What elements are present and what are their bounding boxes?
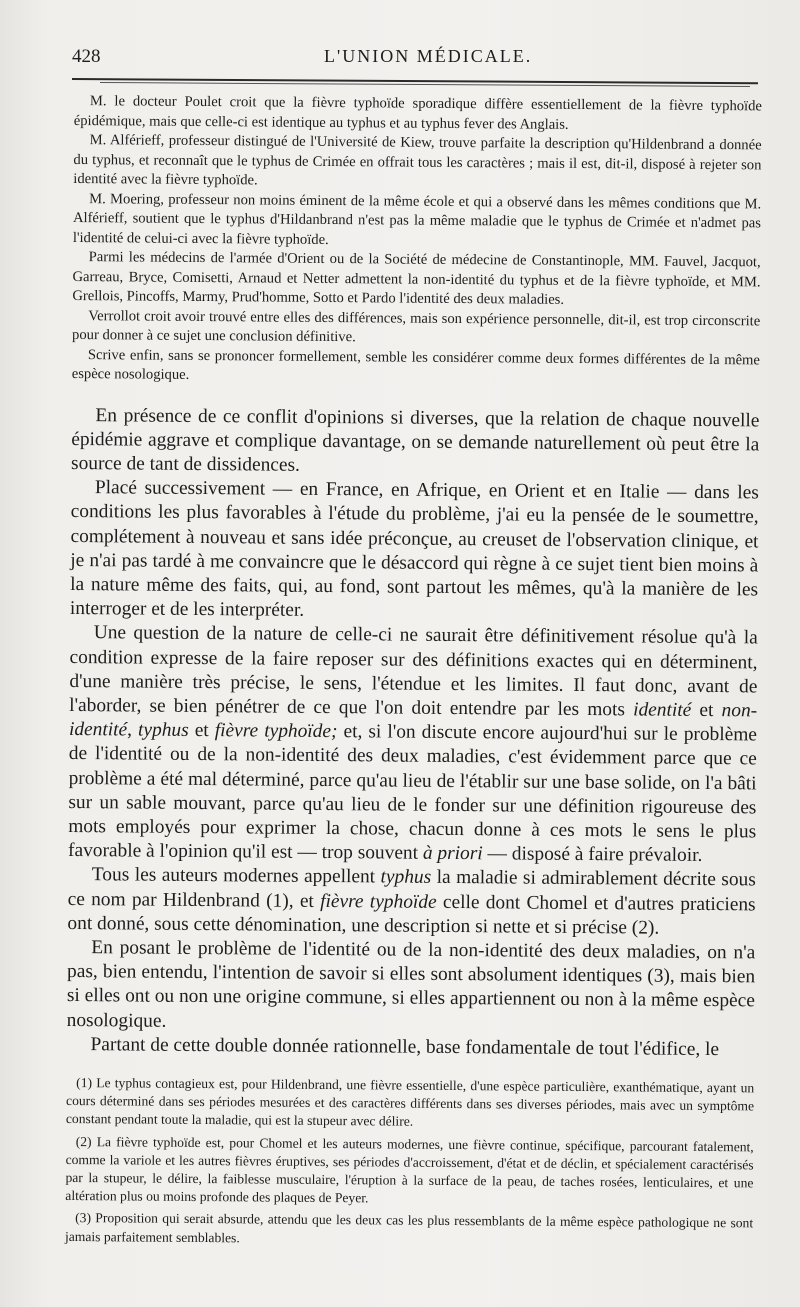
body-paragraph: En présence de ce conflit d'opinions si diverses, que la relation de chaque nouvelle épidémie aggrave et complique davantage, on se demande naturellement où peut être la source de tant de dissidences. <box>71 404 760 476</box>
page-header <box>72 46 762 72</box>
italic-term: non-identité <box>68 700 758 741</box>
text-run: — disposé à faire prévaloir. <box>482 843 703 867</box>
italic-term: fièvre typhoïde <box>320 890 437 913</box>
page-content <box>65 92 762 1255</box>
body-paragraph: Partant de cette double donnée rationnelle, base fondamentale de tout l'édifice, le <box>90 1033 720 1060</box>
italic-term: typhus <box>137 719 189 742</box>
main-text <box>66 403 759 1062</box>
footnote: (2) La fièvre typhoïde est, pour Chomel et les auteurs modernes, une fièvre continue, spécifique, parcourant fatalement, comme la variole et les autres fièvres éruptives, ses périodes d'accroissement, d'état et de déclin, et spécialement caractérisés par la stupeur, le délire, la faiblesse musculaire, l'éruption à la surface de la peau, de taches rosées, lenticulaires, et une altération plus ou moins profonde des plaques de Peyer. <box>65 1133 754 1206</box>
summary-paragraph: Scrive enfin, sans se prononcer formellement, semble les considérer comme deux formes différentes de la même espèce nosologique. <box>71 346 760 383</box>
italic-term: fièvre typhoïde; <box>214 720 338 743</box>
page-number: 428 <box>72 46 101 67</box>
text-run: et <box>691 699 722 722</box>
footnote: (1) Le typhus contagieux est, pour Hildenbrand, une fièvre essentielle, d'une espèce particulière, exanthématique, ayant un cours déterminé dans ses périodes mesurées et des caractères différents dans ses diverses périodes, mais avec un symptôme constant pendant toute la maladie, qui est la stupeur avec délire. <box>65 1075 755 1130</box>
italic-term: identité <box>633 699 692 721</box>
text-run: et <box>188 720 215 742</box>
footnotes <box>65 1074 754 1251</box>
summary-paragraph: Parmi les médecins de l'armée d'Orient ou de la Société de médecine de Constantinople, MM. Fauvel, Jacquot, Garreau, Bryce, Comisetti, Arnaud et Netter admettent la non-identité du typhus et de la fièvre typhoïde, et MM. Grellois, Pincoffs, Marmy, Prud'homme, Sotto et Pardo l'identité des deux maladies. <box>72 249 761 308</box>
text-run: , <box>127 719 139 741</box>
summary-paragraph: M. Alférieff, professeur distingué de l'Université de Kiew, trouve parfaite la description qu'Hildenbrand a donnée du typhus, et reconnaît que le typhus de Crimée en offrait tous les caractères ; mais il est, dit-il, disposé à rejeter son identité avec la fièvre typhoïde. <box>73 132 762 189</box>
text-run: Tous les auteurs modernes appellent <box>91 864 381 888</box>
text-run: et, si l'on discute encore aujourd'hui sur le problème de l'identité ou de la non-identité des deux maladies, c'est évidemment parce que ce problème a été mal déterminé, parce qu'au lieu de l'établir sur une base solide, on l'a bâti sur un sable mouvant, parce qu'au lieu de le fonder sur une définition rigoureuse des mots employés pour exprimer la chose, chacun donne à ces mots le sens le plus favorable à l'opinion qu'il est — trop souvent <box>67 721 758 864</box>
summary-paragraph: M. le docteur Poulet croit que la fièvre typhoïde sporadique diffère essentiellement de la fièvre typhoïde épidémique, mais que celle-ci est identique au typhus et au typhus fever des Anglais. <box>73 93 762 133</box>
running-title: L'UNION MÉDICALE. <box>324 46 533 66</box>
summary-paragraph: M. Moering, professeur non moins éminent de la même école et qui a observé dans les mêmes conditions que M. Alférieff, soutient que le typhus d'Hildanbrand n'est pas la même maladie que le typhus de Crimée et n'admet pas l'identité de celui-ci avec la fièvre typhoïde. <box>72 190 762 248</box>
italic-term: à priori <box>422 842 483 865</box>
text-run: la maladie si admirablement décrite sous ce nom par Hildenbrand (1), et <box>67 867 756 912</box>
body-paragraph: Placé successivement — en France, en Afrique, en Orient et en Italie — dans les conditions les plus favorables à l'étude du problème, j'ai eu la pensée de le soumettre, complétement à nouveau et sans idée préconçue, au creuset de l'observation clinique, et je n'ai pas tardé à me convaincre que le désaccord qui règne à ce sujet tient bien moins à la nature même des faits, qui, au fond, sont partout les mêmes, qu'à la manière de les interroger et de les interpréter. <box>69 477 759 621</box>
opinions-summary <box>72 92 762 390</box>
body-paragraph <box>68 621 758 868</box>
text-run: Une question de la nature de celle-ci ne saurait être définitivement résolue qu'à la condition expresse de la faire reposer sur des définitions exactes qui en déterminent, d'une manière très précise, le sens, l'étendue et les limites. Il faut donc, avant de l'aborder, se bien pénétrer de ce que l'on doit entendre par les mots <box>69 622 758 721</box>
text-run: celle dont Chomel et d'autres praticiens ont donné, sous cette dénomination, une description si nette et si précise (2). <box>67 891 756 939</box>
body-paragraph: En posant le problème de l'identité ou de la non-identité des deux maladies, on n'a pas, bien entendu, l'intention de savoir si elles sont absolument identiques (3), mais bien si elles ont ou non une origine commune, si elles appartiennent ou non à la même espèce nosologique. <box>66 937 756 1032</box>
body-paragraph <box>67 863 756 941</box>
italic-term: typhus <box>380 866 432 889</box>
summary-paragraph: Verrollot croit avoir trouvé entre elles des différences, mais son expérience personnelle, dit-il, est trop circonscrite pour donner à ce sujet une conclusion définitive. <box>72 307 761 346</box>
footnote: (3) Proposition qui serait absurde, attendu que les deux cas les plus ressemblants de la même espèce pathologique ne sont jamais parfaitement semblables. <box>64 1210 754 1245</box>
